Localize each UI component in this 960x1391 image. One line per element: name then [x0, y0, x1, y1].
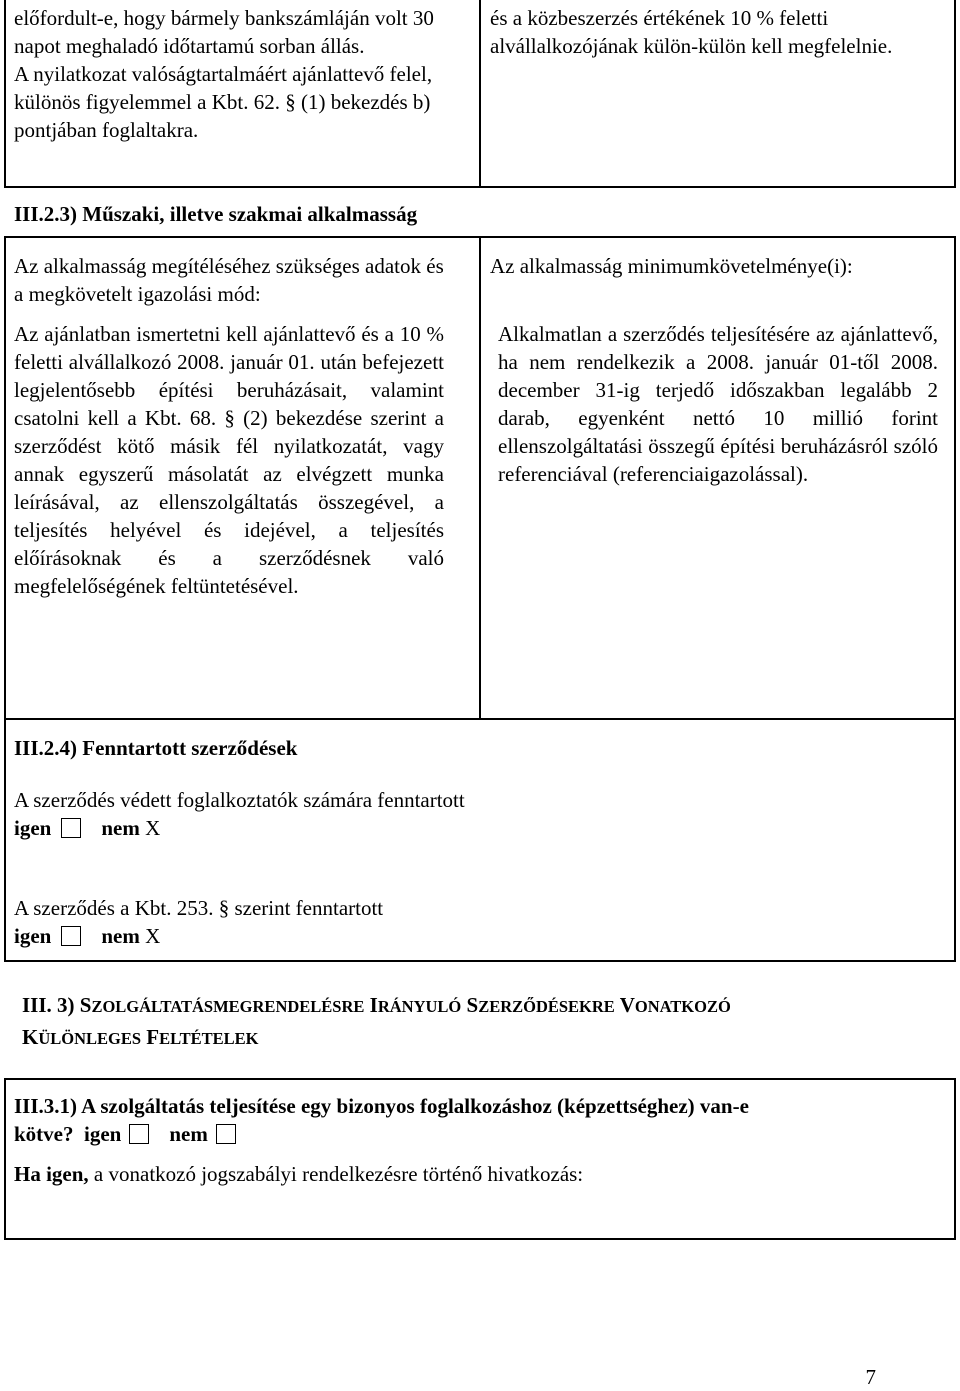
top-right-text: és a közbeszerzés értékének 10 % feletti alvállalkozójának külön-külön kell megfelelnie. [490, 6, 893, 58]
yes-checkbox[interactable] [61, 926, 81, 946]
qualification-cell [14, 1092, 944, 1188]
no-label: nem [101, 924, 140, 948]
heading-word: KÜLÖNLEGES [22, 1025, 142, 1049]
heading-number: III. 3) [22, 993, 75, 1017]
no-label: nem [101, 816, 140, 840]
if-yes-bold: Ha igen, [14, 1162, 89, 1186]
reserved-q1-answer [14, 814, 934, 842]
suitability-right-heading: Az alkalmasság minimumkövetelménye(i): [490, 254, 853, 278]
reserved-q1: A szerződés védett foglalkoztatók számára fenntartott [14, 788, 465, 812]
suitability-right-cell [490, 252, 938, 488]
heading-word: SZERZŐDÉSEKRE [466, 993, 615, 1017]
suitability-left-body: Az ajánlatban ismertetni kell ajánlattevő és a 10 % feletti alvállalkozó 2008. január 01. után befejezett legjelentősebb építési beruházásait, valamint csatolni kell a Kbt. 68. § (2) bekezdése szerint a szerződést kötő másik fél nyilatkozatát, vagy annak egyszerű másolatát az elvégzett munka leírásával, az ellenszolgáltatás összegével, a teljesítés helyével és idejével, a teljesítés előírásoknak és a szerződésnek való megfelelőségének feltüntetésével. [14, 322, 444, 598]
if-yes-rest: a vonatkozó jogszabályi rendelkezésre történő hivatkozás: [88, 1162, 584, 1186]
if-yes-line [14, 1160, 944, 1188]
suitability-table-divider [479, 238, 481, 718]
no-label: nem [169, 1122, 208, 1146]
no-mark: X [145, 816, 161, 840]
no-checkbox[interactable] [216, 1124, 236, 1144]
top-table-divider [479, 0, 481, 186]
heading-word: IRÁNYULÓ [369, 993, 462, 1017]
yes-checkbox[interactable] [129, 1124, 149, 1144]
suitability-left-heading: Az alkalmasság megítéléséhez szükséges adatok és a megkövetelt igazolási mód: [14, 254, 444, 306]
section-heading-3-3 [22, 990, 942, 1054]
section-heading-3-2-3: III.2.3) Műszaki, illetve szakmai alkalmasság [14, 202, 418, 226]
yes-checkbox[interactable] [61, 818, 81, 838]
heading-word: FELTÉTELEK [146, 1025, 259, 1049]
reserved-contracts-cell [14, 734, 934, 950]
top-right-cell [490, 4, 940, 60]
reserved-q2-answer [14, 922, 934, 950]
heading-word: VONATKOZÓ [619, 993, 731, 1017]
yes-label: igen [14, 816, 52, 840]
top-left-text: előfordult-e, hogy bármely bankszámláján volt 30 napot meghaladó időtartamú sorban állás. [14, 6, 434, 58]
top-left-cell [14, 4, 446, 144]
qualification-question-line1: III.3.1) A szolgáltatás teljesítése egy bizonyos foglalkozáshoz (képzettséghez) van-e [14, 1094, 749, 1118]
section-heading-3-3-line2 [22, 1022, 942, 1054]
yes-label: igen [84, 1122, 122, 1146]
section-heading-3-2-4: III.2.4) Fenntartott szerződések [14, 736, 298, 760]
yes-label: igen [14, 924, 52, 948]
suitability-left-cell [14, 252, 444, 600]
qualification-question-line2 [14, 1120, 944, 1148]
suitability-right-body: Alkalmatlan a szerződés teljesítésére az ajánlattevő, ha nem rendelkezik a 2008. január 01-től 2008. december 31-ig terjedő időszakban legalább 2 darab, egyenként nettó 10 millió forint ellenszolgáltatási összegű építési beruházásról szóló referenciával (referenciaigazolással). [498, 322, 938, 486]
heading-word: SZOLGÁLTATÁSMEGRENDELÉSRE [79, 993, 365, 1017]
qualification-question-end: kötve? [14, 1122, 74, 1146]
top-left-text-2: A nyilatkozat valóságtartalmáért ajánlattevő felel, különös figyelemmel a Kbt. 62. § (1) bekezdés b) pontjában foglaltakra. [14, 62, 433, 142]
no-mark: X [145, 924, 161, 948]
reserved-q2: A szerződés a Kbt. 253. § szerint fenntartott [14, 896, 384, 920]
section-heading-3-3-line1 [22, 990, 942, 1022]
page-number: 7 [865, 1365, 876, 1389]
